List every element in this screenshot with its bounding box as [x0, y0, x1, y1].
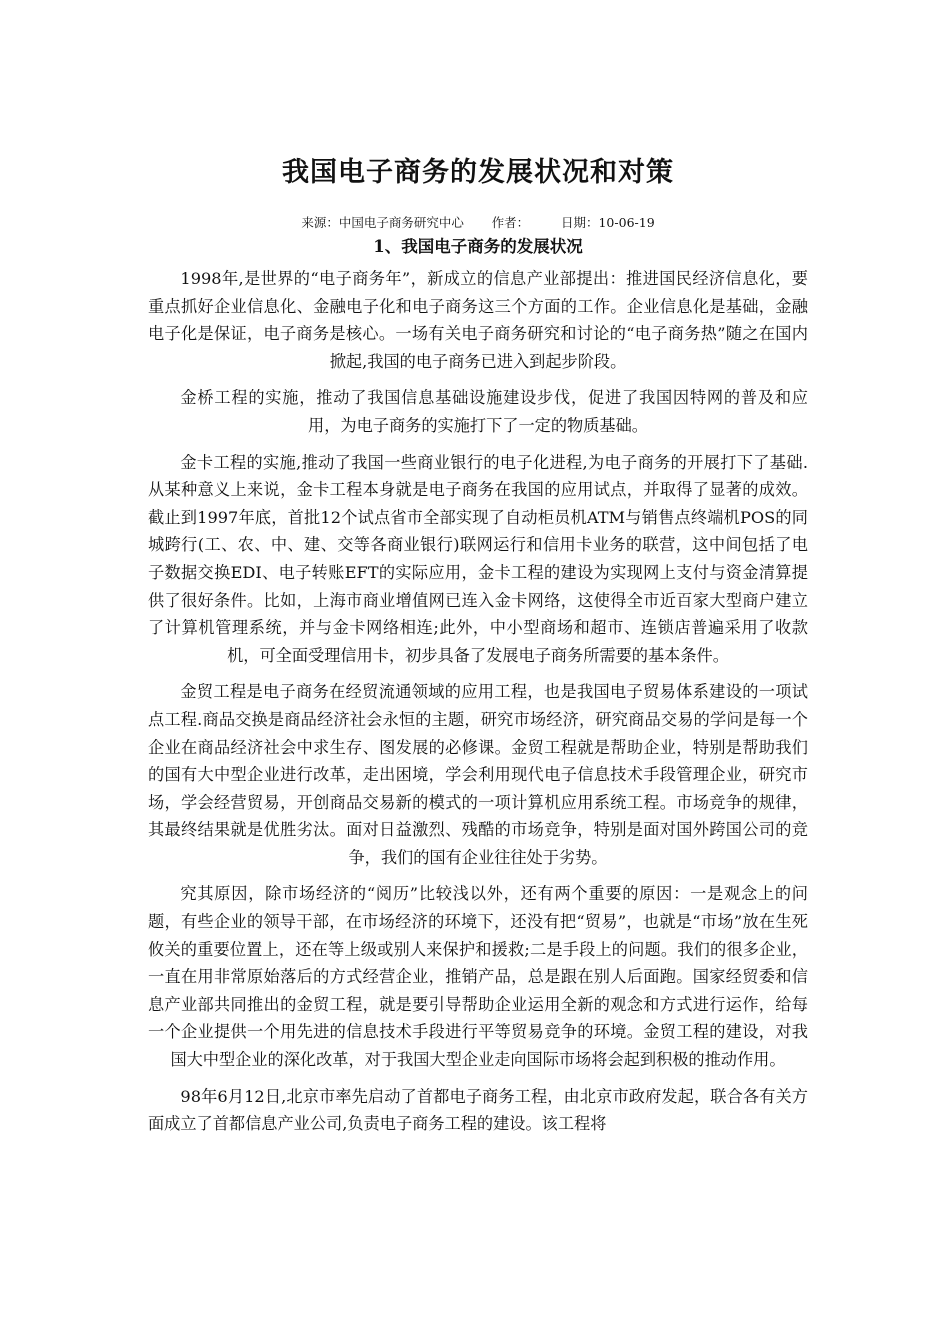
paragraph: 金贸工程是电子商务在经贸流通领域的应用工程，也是我国电子贸易体系建设的一项试点工程.商品交换是商品经济社会永恒的主题，研究市场经济，研究商品交易的学问是每一个企业在商品经济社会中求生存、图发展的必修课。金贸工程就是帮助企业，特别是帮助我们的国有大中型企业进行改革，走出困境，学会利用现代电子信息技术手段管理企业，研究市场，学会经营贸易，开创商品交易新的模式的一项计算机应用系统工程。市场竞争的规律，其最终结果就是优胜劣汰。面对日益激烈、残酷的市场竞争，特别是面对国外跨国公司的竞争，我们的国有企业往往处于劣势。 — [148, 682, 808, 867]
paragraph: 1998年,是世界的“电子商务年”，新成立的信息产业部提出：推进国民经济信息化，要重点抓好企业信息化、金融电子化和电子商务这三个方面的工作。企业信息化是基础，金融电子化是保证，电子商务是核心。一场有关电子商务研究和讨论的“电子商务热”随之在国内掀起,我国的电子商务已进入到起步阶段。 — [148, 269, 808, 371]
paragraph: 金桥工程的实施，推动了我国信息基础设施建设步伐，促进了我国因特网的普及和应用，为电子商务的实施打下了一定的物质基础。 — [180, 388, 808, 435]
document-body — [148, 265, 808, 1147]
paragraph: 金卡工程的实施,推动了我国一些商业银行的电子化进程,为电子商务的开展打下了基础.从某种意义上来说，金卡工程本身就是电子商务在我国的应用试点，并取得了显著的成效。截止到1997年底，首批12个试点省市全部实现了自动柜员机ATM与销售点终端机POS的同城跨行(工、农、中、建、交等各商业银行)联网运行和信用卡业务的联营，这中间包括了电子数据交换EDI、电子转账EFT的实际应用，金卡工程的建设为实现网上支付与资金清算提供了很好条件。比如，上海市商业增值网已连入金卡网络，这使得全市近百家大型商户建立了计算机管理系统，并与金卡网络相连;此外，中小型商场和超市、连锁店普遍采用了收款机，可全面受理信用卡，初步具备了发展电子商务所需要的基本条件。 — [148, 452, 808, 665]
meta-date: 日期：10-06-19 — [560, 215, 655, 230]
paragraph: 究其原因，除市场经济的“阅历”比较浅以外，还有两个重要的原因：一是观念上的问题，有些企业的领导干部，在市场经济的环境下，还没有把“贸易”，也就是“市场”放在生死攸关的重要位置上，还在等上级或别人来保护和援救;二是手段上的问题。我们的很多企业，一直在用非常原始落后的方式经营企业，推销产品，总是跟在别人后面跑。国家经贸委和信息产业部共同推出的金贸工程，就是要引导帮助企业运用全新的观念和方式进行运作，给每一个企业提供一个用先进的信息技术手段进行平等贸易竞争的环境。金贸工程的建设，对我国大中型企业的深化改革，对于我国大型企业走向国际市场将会起到积极的推动作用。 — [148, 884, 808, 1070]
meta-author: 作者： — [491, 215, 530, 230]
paragraph: 98年6月12日,北京市率先启动了首都电子商务工程，由北京市政府发起，联合各有关方面成立了首都信息产业公司,负责电子商务工程的建设。该工程将 — [148, 1086, 808, 1134]
meta-source: 来源：中国电子商务研究中心 — [301, 215, 464, 230]
section-heading: 1、我国电子商务的发展状况 — [373, 237, 583, 256]
document-title: 我国电子商务的发展状况和对策 — [282, 157, 674, 188]
document-meta — [148, 214, 808, 232]
